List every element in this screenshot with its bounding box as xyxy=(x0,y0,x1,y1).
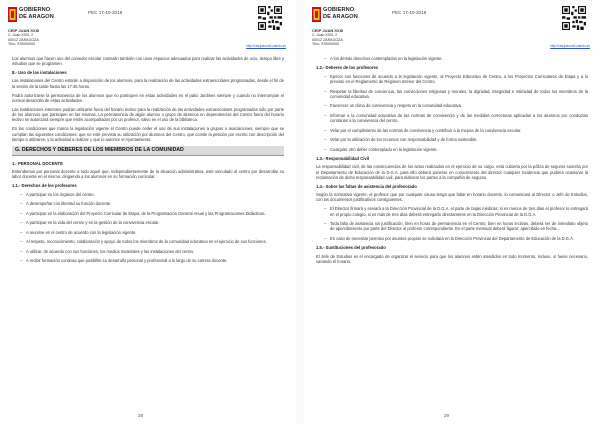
shield-icon xyxy=(312,7,321,22)
paragraph: Entendemos por personal docente a todo aquel que, independientemente de la situación administrativa, esté vinculado al centro por desarrollar su labor docente en el mismo, dirigiendo a los alumnos en su formación curricular. xyxy=(12,169,284,180)
list-item: – A participar en la elaboración del Proyecto Curricular de Etapa, de la Programación General Anual y las Programaciones Didácticas. xyxy=(26,211,284,216)
subsection-heading: 1.2.- Deberes de los profesores xyxy=(316,65,379,71)
logo-line-2: DE ARAGON xyxy=(323,13,358,20)
subsection-heading: 1.3.- Responsabilidad Civil xyxy=(316,156,370,162)
paragraph: En las condiciones que marca la legislación vigente el Centro puede ceder el uso de sus instalaciones a grupos o asociaciones, siempre que se cumplan las siguientes condiciones: que no esté prevista su utilización por alumnos del Centro, que conste la petición por escrito con descripción del tiempo a utilizarse, y la actividad a realizar y que lo autorice el Ayuntamiento. xyxy=(12,126,284,142)
list-item: – Velar por la utilización de los recursos con responsabilidad y de forma sostenible. xyxy=(330,137,588,142)
gobierno-aragon-logo xyxy=(8,6,60,26)
list-item: – En caso de necesitar permiso por asuntos propios se solicitará en la Dirección Provincial del Departamento de Educación de la D.G.A. xyxy=(330,236,588,241)
qr-code-icon xyxy=(258,6,282,30)
page-header xyxy=(312,6,592,52)
logo-text xyxy=(323,7,358,20)
paragraph: Las instalaciones del Centro estarán a disposición de los alumnos, para la realización de las actividades extraescolares programadas, desde el fin de la sesión de la tarde hasta las 17:45 horas. xyxy=(12,78,284,89)
list-item: – Favorecer un clima de convivencia y respeto en la comunidad educativa. xyxy=(330,103,588,108)
school-name: CEIP JUAN XXIII xyxy=(8,28,40,33)
logo-line-2: DE ARAGON xyxy=(19,13,54,20)
list-item: – Al respeto, reconocimiento, colaboración y apoyo de todos los miembros de la comunidad educativa en el ejercicio de sus funciones. xyxy=(26,239,284,244)
list-item: – A recibir formación continua que posibilite su desarrollo personal y profesional a lo largo de su carrera docente. xyxy=(26,258,284,263)
shield-icon xyxy=(8,7,17,22)
subsection-heading: 1.1.- Derechos de los profesores xyxy=(12,183,77,189)
chapter-banner: G. DERECHOS Y DEBERES DE LOS MIEMBROS DE LA COMUNIDAD xyxy=(12,146,284,156)
paragraph: Según la normativa vigente, el profesor que por cualquier causa tenga que faltar en horario docente, lo comunicará al Director o Jefe de Estudios, con los documentos justificativos consiguientes. xyxy=(316,192,588,203)
list-item: – A utilizar, de acuerdo con sus funciones, los medios materiales y las instalaciones del centro. xyxy=(26,249,284,254)
section-heading: 8.- Uso de las instalaciones xyxy=(12,70,67,76)
pec-label: PEC 17-10-2019 xyxy=(392,10,427,15)
right-page xyxy=(304,0,600,424)
paragraph: Podrá autorizarse la permanencia de los alumnos que no participen en estas actividades en el patio Jardines siempre y cuando no interrumpan el normal desarrollo de estas actividades. xyxy=(12,92,284,103)
paragraph: La responsabilidad civil, de las consecuencias de los actos realizados en el ejercicio de su cargo, está cubierta por la póliza de seguros suscrita por el Departamento de Educación de la D.G.A. para ello deberá ponerse en conocimiento del director cualquier incidencia que pudiera ocasionar la reclamación de dicha responsabilidad civil, para elaborar los partes a la compañía de seguros. xyxy=(316,164,588,180)
school-info xyxy=(8,29,39,47)
section-heading: 1.- PERSONAL DOCENTE xyxy=(12,160,63,166)
page-gutter xyxy=(296,0,304,424)
subsection-heading: 1.4.- Sobre las faltas de asistencia del profesorado xyxy=(316,183,417,189)
logo-line-1: GOBIERNO xyxy=(19,7,51,13)
duties-list xyxy=(316,74,588,152)
page-header xyxy=(8,6,288,52)
list-item: – Velar por el cumplimiento de las normas de convivencia y contribuir a la mejora de la convivencia escolar. xyxy=(330,128,588,133)
school-line: 50012 ZARAGOZA xyxy=(8,37,39,42)
page-content xyxy=(12,56,284,267)
list-item: – A desempeñar con libertad su función docente. xyxy=(26,201,284,206)
page-number: 29 xyxy=(444,413,450,418)
list-item: – Respetar la libertad de conciencia, las convicciones religiosas y morales, la dignidad, integridad e intimidad de todos los miembros de la comunidad educativa. xyxy=(330,89,588,100)
school-website-link[interactable]: http://ceipjuanxxiii.catedu.es xyxy=(246,44,286,48)
left-page xyxy=(0,0,296,424)
list-item: – Informar a la comunidad educativa de las normas de convivencia y de las medidas correctoras aplicadas a los alumnos por conductas contrarias a la convivencia del centro. xyxy=(330,113,588,124)
school-line: 50012 ZARAGOZA xyxy=(312,37,343,42)
page-number: 28 xyxy=(138,413,144,418)
list-item: – Cualquier otro deber contemplado en la legislación vigente. xyxy=(330,147,588,152)
rights-list xyxy=(12,192,284,264)
list-item: – A participar en la vida del centro y en la gestión de la convivencia escolar. xyxy=(26,220,284,225)
list-item: – El Director firmará y enviará a la Dirección Provincial de la D.G.A. el parte de bajas médicas; si es menos de tres días el profesor lo entregará en el propio colegio, si es más de tres días deberá entregarlo directamente en la Dirección Provincial de la D.G.A. xyxy=(330,206,588,217)
absence-list xyxy=(316,206,588,241)
paragraph: Las instalaciones interiores podrán utilizarse fuera del horario lectivo para la realización de las actividades extraescolares programadas sólo por parte de los alumnos que participen en las mismas. La permanencia de algún alumno o grupo de alumnos en dependencias del Centro fuera del horario lectivo se autorizará siempre que estén acompañados por un profesor, salvo en el uso de la biblioteca. xyxy=(12,106,284,123)
school-line: Tfno. 976000000 xyxy=(8,42,36,47)
school-line: C. Juan XXIII, 2 xyxy=(312,33,338,38)
qr-code-icon xyxy=(562,6,586,30)
logo-text xyxy=(19,7,54,20)
school-line: Tfno. 976000000 xyxy=(312,42,340,47)
school-website-link[interactable]: http://ceipjuanxxiii.catedu.es xyxy=(550,44,590,48)
school-info xyxy=(312,29,343,47)
subsection-heading: 1.5.- Sustituciones del profesorado xyxy=(316,245,386,251)
logo-line-1: GOBIERNO xyxy=(323,7,355,13)
pec-label: PEC 17-10-2019 xyxy=(88,10,123,15)
page-content xyxy=(316,56,588,268)
rights-list-continued xyxy=(316,56,588,61)
list-item: – Toda falta de asistencia sin justificación, bien en horas de permanencia en el Centro, bien en horas lectivas, deberá ser de inmediato objeto de apercibimiento por parte del Director al profesor correspondiente. En el parte mensual deberá figurar: apercibido en fecha... xyxy=(330,221,588,232)
paragraph: Los alumnos que hacen uso del comedor escolar contarán también con unos espacios adecuados para realizar las actividades de ocio, tiempo libre y estudios que se programen. xyxy=(12,56,284,67)
paragraph: El Jefe de Estudios es el encargado de organizar el servicio para que los alumnos estén atendidos en todo momento, incluso, si fuese necesario, variando el horario. xyxy=(316,253,588,264)
school-line: C. Juan XXIII, 2 xyxy=(8,33,34,38)
list-item: – A participar en los órganos del centro. xyxy=(26,192,284,197)
list-item: – A reunirse en el centro de acuerdo con la legislación vigente. xyxy=(26,230,284,235)
list-item: – A los demás derechos contemplados en la legislación vigente. xyxy=(330,56,588,61)
list-item: – Ejercer sus funciones de acuerdo a la legislación vigente, al Proyecto Educativo de Centro, a los Proyectos Curriculares de Etapa y a lo previsto en el Reglamento de Régimen Interior del Centro. xyxy=(330,74,588,85)
gobierno-aragon-logo xyxy=(312,6,364,26)
school-name: CEIP JUAN XXIII xyxy=(312,28,344,33)
